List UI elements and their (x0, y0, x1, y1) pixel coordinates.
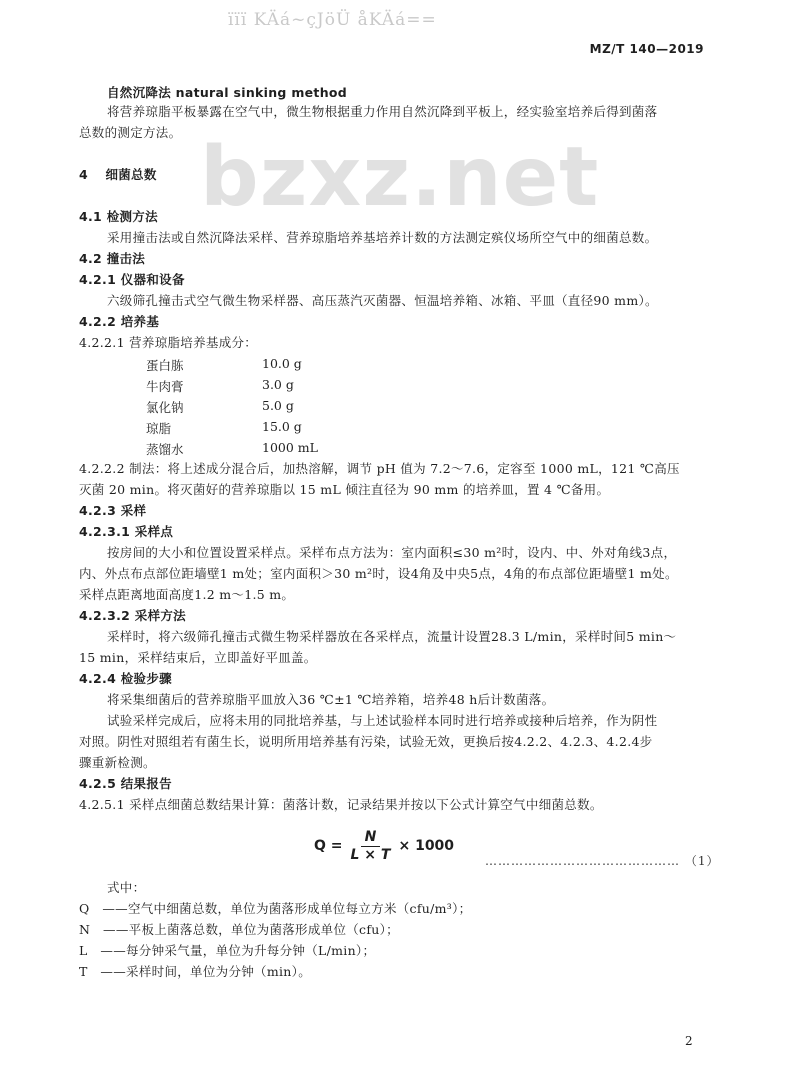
subsection-line: 4.2.2.1 营养琼脂培养基成分： (79, 335, 258, 350)
ingredient-value: 3.0 g (262, 377, 294, 392)
section-heading: 4.2.1 仪器和设备 (79, 272, 185, 287)
section-heading: 4.2 撞击法 (79, 251, 146, 266)
paragraph: 骤重新检测。 (79, 755, 156, 770)
section-heading: 4.2.4 检验步骤 (79, 671, 172, 686)
paragraph: 总数的测定方法。 (79, 125, 182, 140)
page-number: 2 (685, 1034, 693, 1048)
ingredient-value: 15.0 g (262, 419, 302, 434)
paragraph: 灭菌 20 min。将灭菌好的营养琼脂以 15 mL 倾注直径为 90 mm 的培养皿，置 4 ℃备用。 (79, 482, 610, 497)
paragraph: 内、外点布点部位距墙壁1 m处；室内面积＞30 m²时，设4角及中央5点，4角的布点部位距墙壁1 m处。 (79, 566, 678, 581)
section-heading: 4.1 检测方法 (79, 209, 158, 224)
paragraph: 采样点距离地面高度1.2 m～1.5 m。 (79, 587, 295, 602)
ingredient-name: 蛋白胨 (146, 358, 184, 373)
ingredient-value: 10.0 g (262, 356, 302, 371)
where-label: 式中： (107, 880, 146, 895)
ingredient-name: 牛肉膏 (146, 379, 184, 394)
ingredient-value: 1000 mL (262, 440, 318, 455)
paragraph: 4.2.2.2 制法：将上述成分混合后，加热溶解，调节 pH 值为 7.2～7.6，定容至 1000 mL，121 ℃高压 (79, 461, 680, 476)
section-heading: 4.2.3.1 采样点 (79, 524, 174, 539)
section-heading: 4 细菌总数 (79, 167, 157, 182)
formula-multiplier: × 1000 (398, 838, 455, 854)
formula-numerator: N (361, 829, 381, 847)
term-heading: 自然沉降法 natural sinking method (107, 85, 348, 100)
ingredient-value: 5.0 g (262, 398, 294, 413)
ingredient-name: 氯化钠 (146, 400, 184, 415)
section-heading: 4.2.3 采样 (79, 503, 147, 518)
formula-number: ……………………………………… （1） (485, 854, 720, 868)
section-heading: 4.2.5 结果报告 (79, 776, 172, 791)
paragraph: 将采集细菌后的营养琼脂平皿放入36 ℃±1 ℃培养箱，培养48 h后计数菌落。 (107, 692, 555, 707)
definition-line: T ——采样时间，单位为分钟（min）。 (79, 964, 311, 979)
standard-number: MZ/T 140—2019 (589, 42, 704, 56)
formula-denominator: L × T (350, 846, 391, 863)
ingredient-name: 琼脂 (146, 421, 172, 436)
definition-line: N ——平板上菌落总数，单位为菌落形成单位（cfu）； (79, 922, 399, 937)
formula-lhs: Q = (314, 838, 343, 854)
paragraph: 15 min，采样结束后，立即盖好平皿盖。 (79, 650, 317, 665)
formula (314, 826, 454, 866)
formula-fraction (347, 829, 395, 864)
paragraph: 采用撞击法或自然沉降法采样、营养琼脂培养基培养计数的方法测定殡仪场所空气中的细菌总数。 (107, 230, 658, 245)
section-heading: 4.2.3.2 采样方法 (79, 608, 186, 623)
paragraph: 对照。阴性对照组若有菌生长，说明所用培养基有污染，试验无效，更换后按4.2.2、4.2.3、4.2.4步 (79, 734, 653, 749)
section-heading: 4.2.2 培养基 (79, 314, 160, 329)
paragraph: 按房间的大小和位置设置采样点。采样布点方法为：室内面积≤30 m²时，设内、中、外对角线3点， (107, 545, 677, 560)
page-header-garbled: ïïï KÄá~çJöÜ åKÄá== (228, 10, 437, 30)
ingredient-name: 蒸馏水 (146, 442, 184, 457)
definition-line: L ——每分钟采气量，单位为升每分钟（L/min）； (79, 943, 376, 958)
definition-line: Q ——空气中细菌总数，单位为菌落形成单位每立方米（cfu/m³）； (79, 901, 472, 916)
paragraph: 六级筛孔撞击式空气微生物采样器、高压蒸汽灭菌器、恒温培养箱、冰箱、平皿（直径90 mm）。 (107, 293, 658, 308)
paragraph: 采样时，将六级筛孔撞击式微生物采样器放在各采样点，流量计设置28.3 L/min，采样时间5 min～ (107, 629, 677, 644)
paragraph: 试验采样完成后，应将未用的同批培养基，与上述试验样本同时进行培养或接种后培养，作为阴性 (107, 713, 658, 728)
watermark: bzxz.net (200, 130, 600, 225)
paragraph: 4.2.5.1 采样点细菌总数结果计算：菌落计数，记录结果并按以下公式计算空气中细菌总数。 (79, 797, 603, 812)
paragraph: 将营养琼脂平板暴露在空气中，微生物根据重力作用自然沉降到平板上，经实验室培养后得到菌落 (107, 104, 658, 119)
